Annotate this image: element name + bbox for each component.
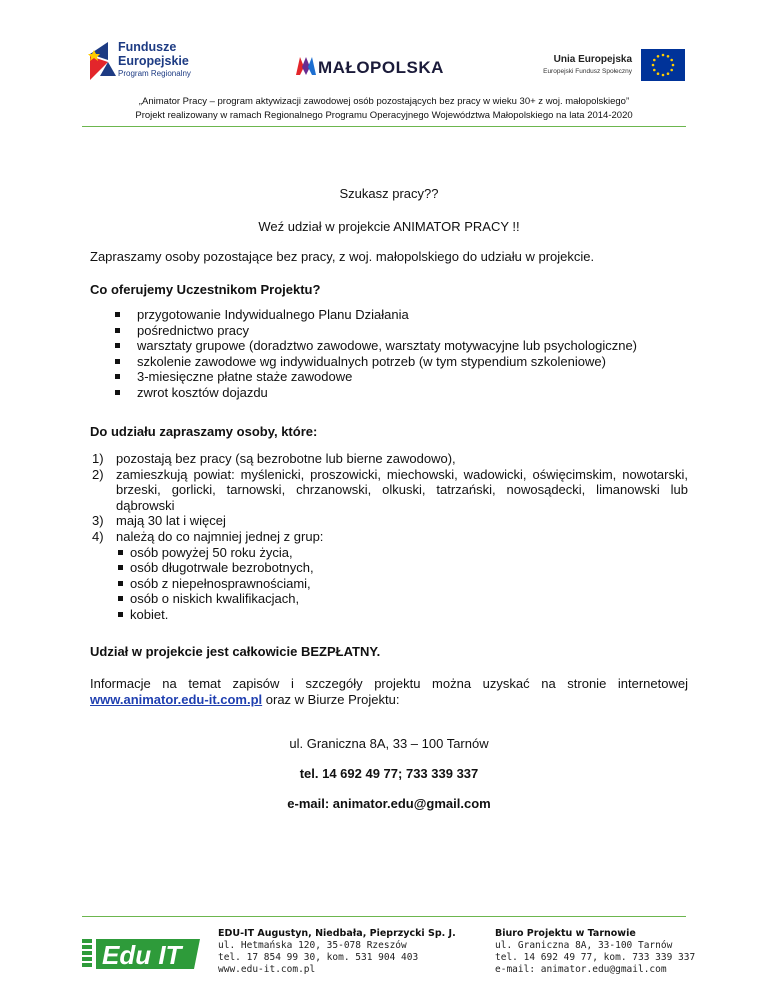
heading-join-project: Weź udział w projekcie ANIMATOR PRACY !! [258,219,520,234]
list-number: 1) [92,451,104,466]
eu-flag-icon [641,49,685,81]
list-item: szkolenie zawodowe wg indywidualnych potrzeb (w tym stypendium szkoleniowe) [90,354,688,370]
list-item-text: mają 30 lat i więcej [116,513,226,529]
info-paragraph [90,676,688,708]
project-website-link[interactable]: www.animator.edu-it.com.pl [90,692,263,707]
eligibility-list [90,451,688,623]
fe-logo-line2: Europejskie [118,53,189,68]
company-website: www.edu-it.com.pl [218,964,316,975]
office-email: e-mail: animator.edu@gmail.com [287,796,491,811]
list-item: osób z niepełnosprawnościami, [116,576,688,592]
list-item: pośrednictwo pracy [90,323,688,339]
heading-looking-for-work: Szukasz pracy?? [339,186,439,201]
office-footer-address: ul. Graniczna 8A, 33-100 Tarnów [495,940,673,951]
list-item-text: należą do co najmniej jednej z grup: [116,528,324,544]
list-item [90,529,688,623]
list-item: przygotowanie Indywidualnego Planu Działania [90,307,688,323]
malopolska-m-icon [296,55,316,77]
company-name: EDU-IT Augustyn, Niedbała, Pieprzycki Sp. J. [218,928,456,939]
list-item [90,451,688,467]
fundusze-europejskie-logo [88,40,218,86]
fe-logo-line1: Fundusze [118,40,177,54]
list-item: kobiet. [116,607,688,623]
eu-title: Unia Europejska [553,54,632,65]
edu-it-logo-text: Edu IT [102,940,182,970]
info-text: Informacje na temat zapisów i szczegóły projektu można uzyskać na stronie internetowej [90,676,688,691]
edu-it-logo [82,935,200,973]
list-item: osób powyżej 50 roku życia, [116,545,688,561]
list-item: osób długotrwale bezrobotnych, [116,560,688,576]
office-footer-phone: tel. 14 692 49 77, kom. 733 339 337 [495,952,696,963]
list-item: osób o niskich kwalifikacjach, [116,591,688,607]
eu-subtitle: Europejski Fundusz Społeczny [543,68,632,75]
company-address: ul. Hetmańska 120, 35-078 Rzeszów [218,940,407,951]
list-number: 2) [92,466,104,482]
list-item: 3-miesięczne płatne staże zawodowe [90,369,688,385]
office-name: Biuro Projektu w Tarnowie [495,928,636,939]
malopolska-logo-text: MAŁOPOLSKA [318,58,444,77]
header-divider [82,126,686,127]
office-contact [495,928,695,976]
list-item: zwrot kosztów dojazdu [90,385,688,401]
eligibility-heading: Do udziału zapraszamy osoby, które: [90,424,318,439]
company-phone: tel. 17 854 99 30, kom. 531 904 403 [218,952,419,963]
offer-heading: Co oferujemy Uczestnikom Projektu? [90,282,321,297]
eu-logo-text [520,55,632,76]
list-number: 4) [92,528,104,544]
malopolska-logo [296,55,476,83]
invitation-text: Zapraszamy osoby pozostające bez pracy, z woj. małopolskiego do udziału w projekcie. [90,249,595,264]
office-phone: tel. 14 692 49 77; 733 339 337 [299,766,479,781]
list-item [90,467,688,514]
page-header [0,0,768,140]
info-text-after: oraz w Biurze Projektu: [262,692,400,707]
list-item [90,513,688,529]
list-item-text: zamieszkują powiat: myślenicki, proszowicki, miechowski, wadowicki, oświęcimskim, nowotarski, brzeski, gorlicki, tarnowski, chrzanowski, olkuski, tatrzański, nowosądecki, limanowski lub dąbrowski [116,466,688,513]
footer-divider [82,916,686,917]
project-program-line: Projekt realizowany w ramach Regionalnego Programu Operacyjnego Województwa Małopolskiego na lata 2014-2020 [135,110,633,121]
project-title-line: „Animator Pracy – program aktywizacji zawodowej osób pozostających bez pracy w wieku 30+ z woj. małopolskiego” [138,96,630,107]
group-list [116,545,688,623]
list-item: warsztaty grupowe (doradztwo zawodowe, warsztaty motywacyjne lub psychologiczne) [90,338,688,354]
company-contact [218,928,456,976]
list-item-text: pozostają bez pracy (są bezrobotne lub bierne zawodowo), [116,451,456,466]
offer-list [90,307,688,401]
office-footer-email: e-mail: animator.edu@gmail.com [495,964,667,975]
fe-logo-line3: Program Regionalny [118,69,191,78]
fe-star-emblem-icon [88,40,118,84]
free-participation-note: Udział w projekcie jest całkowicie BEZPŁATNY. [90,644,381,659]
office-address: ul. Graniczna 8A, 33 – 100 Tarnów [289,736,489,751]
list-number: 3) [92,513,104,529]
